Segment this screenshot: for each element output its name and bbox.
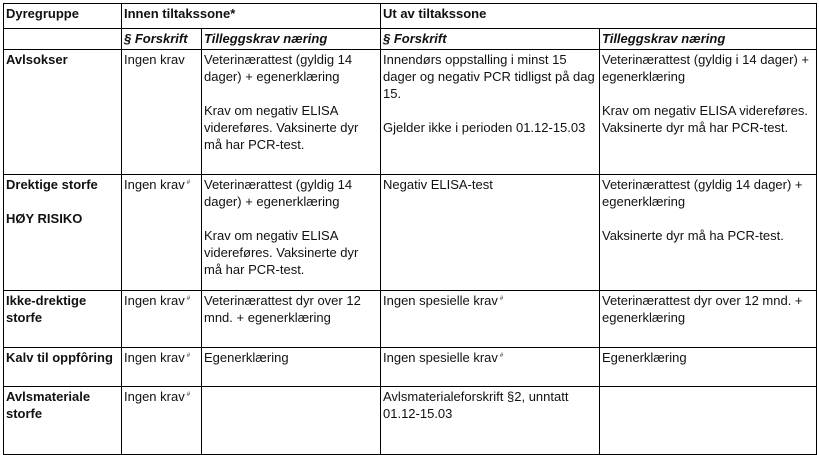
cell-paragraph: Vaksinerte dyr må ha PCR-test. — [602, 228, 784, 243]
cell-paragraph: Innendørs oppstalling i minst 15 dager og negativ PCR tidligst på dag 15. — [383, 52, 595, 101]
ut-tillegg-cell — [600, 348, 817, 387]
innen-forskrift-cell — [122, 291, 202, 348]
cell-text: Ingen krav — [124, 293, 185, 308]
cell-text: Ingen spesielle krav — [383, 350, 498, 365]
cell-paragraph: Krav om negativ ELISA videreføres. Vaksinerte dyr må har PCR-test. — [602, 103, 808, 135]
innen-tillegg-cell — [202, 387, 381, 455]
innen-forskrift-cell — [122, 387, 202, 455]
ut-tillegg-cell — [600, 291, 817, 348]
ut-forskrift-cell — [381, 50, 600, 175]
cell-paragraph: Veterinærattest (gyldig 14 dager) + egenerklæring — [204, 52, 353, 84]
header-ut-av-tiltakssone: Ut av tiltakssone — [381, 4, 817, 29]
innen-tillegg-cell — [202, 291, 381, 348]
group-cell — [4, 387, 122, 455]
requirements-table — [3, 3, 817, 455]
cell-paragraph: Krav om negativ ELISA videreføres. Vaksinerte dyr må har PCR-test. — [204, 103, 359, 152]
footnote-mark: # — [186, 353, 191, 359]
cell-text: Ingen krav — [124, 177, 185, 192]
cell-paragraph: Veterinærattest (gyldig 14 dager) + egenerklæring — [602, 177, 803, 209]
header-innen-tiltakssone: Innen tiltakssone* — [122, 4, 381, 29]
ut-tillegg-cell — [600, 50, 817, 175]
cell-paragraph: Veterinærattest (gyldig 14 dager) + egenerklæring — [204, 177, 353, 209]
cell-paragraph: Gjelder ikke i perioden 01.12-15.03 — [383, 120, 586, 135]
group-cell — [4, 175, 122, 291]
subheader-empty — [4, 29, 122, 50]
group-label: Ikke-drektige storfe — [6, 293, 87, 325]
subheader-tillegg-ut: Tilleggskrav næring — [600, 29, 817, 50]
cell-text: Ingen spesielle krav — [383, 293, 498, 308]
footnote-mark: # — [499, 353, 504, 359]
innen-forskrift-cell — [122, 50, 202, 175]
cell-paragraph: Veterinærattest dyr over 12 mnd. + egenerklæring — [204, 293, 361, 325]
footnote-mark: # — [186, 392, 191, 398]
group-cell — [4, 348, 122, 387]
cell-paragraph: Egenerklæring — [602, 350, 687, 365]
innen-forskrift-cell — [122, 348, 202, 387]
innen-tillegg-cell — [202, 175, 381, 291]
innen-forskrift-cell — [122, 175, 202, 291]
cell-paragraph: Negativ ELISA-test — [383, 177, 493, 192]
ut-forskrift-cell — [381, 387, 600, 455]
subheader-row — [4, 29, 817, 50]
table-row-avlsmateriale-storfe — [4, 387, 817, 455]
innen-tillegg-cell — [202, 348, 381, 387]
subheader-forskrift-ut: § Forskrift — [381, 29, 600, 50]
cell-text: Ingen krav — [124, 52, 185, 67]
cell-paragraph: Veterinærattest dyr over 12 mnd. + egenerklæring — [602, 293, 803, 325]
cell-text: Ingen krav — [124, 350, 185, 365]
group-label: Avlsmateriale storfe — [6, 389, 91, 421]
cell-paragraph: Veterinærattest (gyldig i 14 dager) + egenerklæring — [602, 52, 810, 84]
table-row-ikke-drektige-storfe — [4, 291, 817, 348]
ut-tillegg-cell — [600, 175, 817, 291]
ut-tillegg-cell — [600, 387, 817, 455]
risk-label: HØY RISIKO — [6, 211, 83, 226]
cell-paragraph: Krav om negativ ELISA videreføres. Vaksinerte dyr må har PCR-test. — [204, 228, 359, 277]
footnote-mark: # — [186, 180, 191, 186]
ut-forskrift-cell — [381, 175, 600, 291]
header-row — [4, 4, 817, 29]
cell-text: Ingen krav — [124, 389, 185, 404]
footnote-mark: # — [186, 296, 191, 302]
table-row-drektige-storfe — [4, 175, 817, 291]
table-row-kalv-til-oppforing — [4, 348, 817, 387]
cell-paragraph: Egenerklæring — [204, 350, 289, 365]
table-row-avlsokser — [4, 50, 817, 175]
ut-forskrift-cell — [381, 291, 600, 348]
subheader-forskrift-innen: § Forskrift — [122, 29, 202, 50]
group-cell — [4, 50, 122, 175]
group-label: Drektige storfe — [6, 177, 98, 192]
subheader-tillegg-innen: Tilleggskrav næring — [202, 29, 381, 50]
group-cell — [4, 291, 122, 348]
ut-forskrift-cell — [381, 348, 600, 387]
header-dyregruppe: Dyregruppe — [4, 4, 122, 29]
group-label: Avlsokser — [6, 52, 68, 67]
footnote-mark: # — [499, 296, 504, 302]
cell-paragraph: Avlsmaterialeforskrift §2, unntatt 01.12-15.03 — [383, 389, 569, 421]
innen-tillegg-cell — [202, 50, 381, 175]
group-label: Kalv til oppfôring — [6, 350, 113, 365]
